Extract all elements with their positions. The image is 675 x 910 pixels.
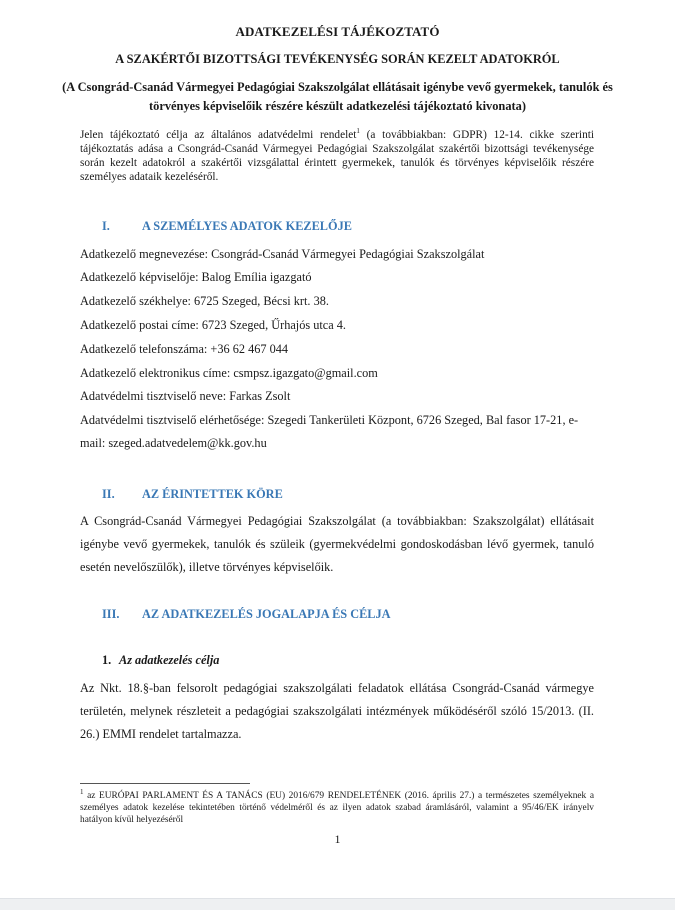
footnote <box>80 787 594 826</box>
footnote-reference[interactable]: 1 <box>356 127 360 136</box>
controller-postal-line: Adatkezelő postai címe: 6723 Szeged, Űrhajós utca 4. <box>80 318 347 332</box>
document-subtitle: A SZAKÉRTŐI BIZOTTSÁGI TEVÉKENYSÉG SORÁN KEZELT ADATOKRÓL <box>115 52 560 66</box>
controller-phone-line: Adatkezelő telefonszáma: +36 62 467 044 <box>80 342 289 356</box>
viewer-bottom-edge <box>0 898 675 910</box>
footnote-separator <box>80 783 250 784</box>
page-number: 1 <box>334 832 341 846</box>
section-title: AZ ÉRINTETTEK KÖRE <box>142 487 283 501</box>
document-summary: (A Csongrád-Csanád Vármegyei Pedagógiai Szakszolgálat ellátásait igénybe vevő gyermekek, tanulók és törvényes képviselőik részére készült adatkezelési tájékoztató kivonata) <box>62 80 613 113</box>
footnote-mark: 1 <box>80 787 84 796</box>
intro-text-1: Jelen tájékoztató célja az általános adatvédelmi rendelet <box>80 129 357 141</box>
intro-paragraph <box>80 128 594 184</box>
footnote-text: az EURÓPAI PARLAMENT ÉS A TANÁCS (EU) 2016/679 RENDELETÉNEK (2016. április 27.) a természetes személyeknek a személyes adatok kezelése tekintetében történő védelméről és az ilyen adatok szabad áramlásáról, valamint a 95/46/EK irányelv hatályon kívül helyezéséről <box>80 791 594 825</box>
section-heading-1 <box>102 219 352 234</box>
section-number: I. <box>102 219 110 233</box>
section-heading-2 <box>102 487 283 502</box>
dpo-name-line: Adatvédelmi tisztviselő neve: Farkas Zsolt <box>80 389 291 403</box>
controller-name-line: Adatkezelő megnevezése: Csongrád-Csanád Vármegyei Pedagógiai Szakszolgálat <box>80 247 485 261</box>
subsection-number: 1. <box>102 653 112 667</box>
section-title: A SZEMÉLYES ADATOK KEZELŐJE <box>142 219 352 233</box>
affected-parties-paragraph: A Csongrád-Csanád Vármegyei Pedagógiai Szakszolgálat (a továbbiakban: Szakszolgálat) ellátásait igénybe vevő gyermekek, tanulók és szüleik (gyermekvédelmi gondoskodásban lévő gyermek, tanuló esetén nevelőszülők), illetve törvényes képviselőik. <box>80 514 594 574</box>
section-heading-3 <box>102 607 391 622</box>
controller-seat-line: Adatkezelő székhelye: 6725 Szeged, Bécsi krt. 38. <box>80 294 329 308</box>
section-number: III. <box>102 607 120 621</box>
subsection-heading <box>102 653 219 668</box>
section-number: II. <box>102 487 115 501</box>
purpose-paragraph: Az Nkt. 18.§-ban felsorolt pedagógiai szakszolgálati feladatok ellátása Csongrád-Csanád vármegye területén, melynek részleteit a pedagógiai szakszolgálati intézmények működéséről szóló 15/2013. (II. 26.) EMMI rendelet tartalmazza. <box>80 681 594 741</box>
controller-email-line: Adatkezelő elektronikus címe: csmpsz.igazgato@gmail.com <box>80 366 378 380</box>
controller-representative-line: Adatkezelő képviselője: Balog Emília igazgató <box>80 270 312 284</box>
section-title: AZ ADATKEZELÉS JOGALAPJA ÉS CÉLJA <box>142 607 391 621</box>
dpo-contact-line: Adatvédelmi tisztviselő elérhetősége: Szegedi Tankerületi Központ, 6726 Szeged, Bal fasor 17-21, e-mail: szeged.adatvedelem@kk.gov.hu <box>80 413 579 450</box>
subsection-title: Az adatkezelés célja <box>119 653 220 667</box>
intro-text-2: (a továbbiakban: GDPR) 12-14. cikke szerinti tájékoztatás adása a Csongrád-Csanád Vármegyei Pedagógiai Szakszolgálat szakértői bizottsági tevékenysége során kezelt adatokról a szakértői vizsgálattal érintett gyermekek, tanulók és törvényes képviselőik részére személyes adataik kezeléséről. <box>80 129 594 183</box>
document-title: ADATKEZELÉSI TÁJÉKOZTATÓ <box>235 24 440 39</box>
